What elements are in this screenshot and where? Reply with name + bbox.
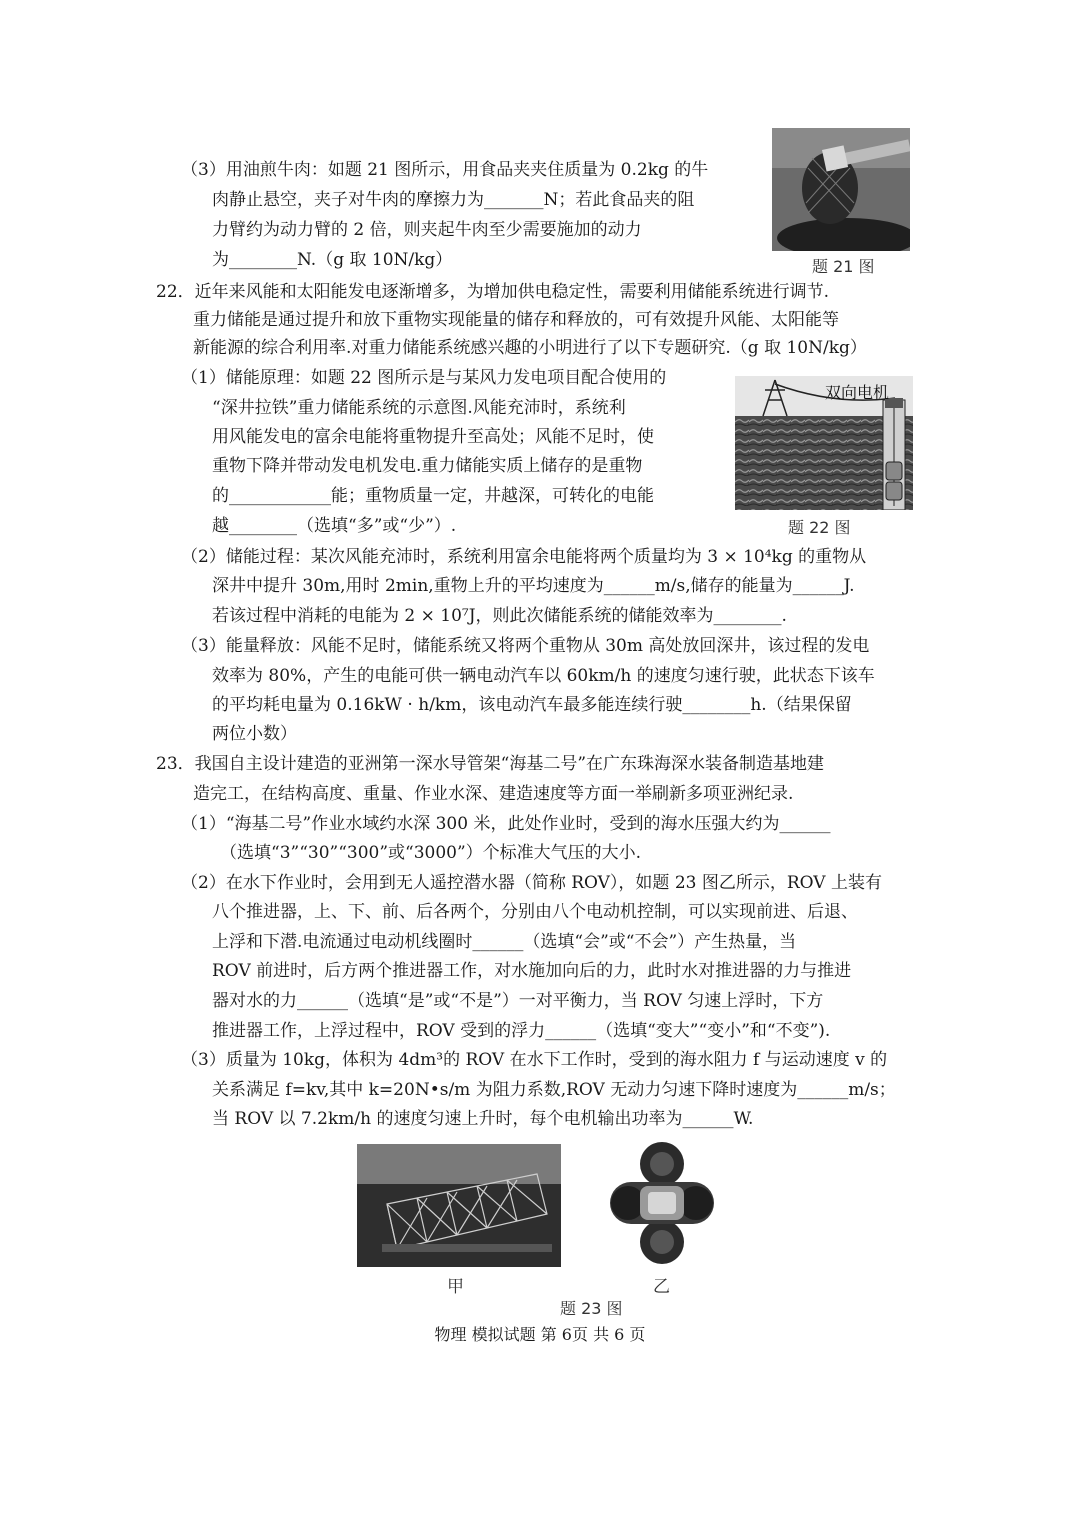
q21-3-line-4: 为________N.（g 取 10N/kg） — [212, 250, 453, 270]
q23-part2-line-6: 推进器工作，上浮过程中，ROV 受到的浮力______（选填“变大”“变小”和“不变”). — [212, 1021, 831, 1041]
label-jia: 甲 — [447, 1277, 464, 1297]
q23-part3-line-1: （3）质量为 10kg，体积为 4dm³的 ROV 在水下工作时，受到的海水阻力 f 与运动速度 v 的 — [181, 1050, 888, 1070]
q21-3-line-1: （3）用油煎牛肉：如题 21 图所示，用食品夹夹住质量为 0.2kg 的牛 — [181, 160, 709, 180]
label-yi: 乙 — [653, 1277, 670, 1297]
q23-part2-line-3: 上浮和下潜.电流通过电动机线圈时______（选填“会”或“不会”）产生热量，当 — [212, 932, 797, 952]
q22-intro-line-1: 22．近年来风能和太阳能发电逐渐增多，为增加供电稳定性，需要利用储能系统进行调节. — [156, 282, 830, 302]
q22-intro-line-2: 重力储能是通过提升和放下重物实现能量的储存和释放的，可有效提升风能、太阳能等 — [193, 310, 839, 330]
q23-part3-line-3: 当 ROV 以 7.2km/h 的速度匀速上升时，每个电机输出功率为______W. — [212, 1109, 754, 1129]
rov-photo — [600, 1138, 724, 1266]
page-footer: 物理 模拟试题 第 6页 共 6 页 — [434, 1325, 646, 1344]
q21-3-line-3: 力臂约为动力臂的 2 倍，则夹起牛肉至少需要施加的动力 — [212, 220, 642, 240]
q22-part1-line-1: （1）储能原理：如题 22 图所示是与某风力发电项目配合使用的 — [181, 368, 667, 388]
q22-part3-line-4: 两位小数） — [212, 724, 297, 744]
q22-part1-line-3: 用风能发电的富余电能将重物提升至高处；风能不足时，使 — [212, 427, 654, 447]
q22-part3-line-2: 效率为 80%，产生的电能可供一辆电动汽车以 60km/h 的速度匀速行驶，此状态下该车 — [212, 666, 875, 686]
q23-part2-line-1: （2）在水下作业时，会用到无人遥控潜水器（简称 ROV），如题 23 图乙所示，ROV 上装有 — [181, 873, 882, 893]
q22-part1-line-6: 越________（选填“多”或“少”）. — [212, 516, 457, 536]
q22-part1-line-5: 的____________能；重物质量一定，井越深，可转化的电能 — [212, 486, 654, 506]
beef-tongs-photo — [772, 128, 910, 251]
q22-part3-line-1: （3）能量释放：风能不足时，储能系统又将两个重物从 30m 高处放回深井，该过程的发电 — [181, 636, 870, 656]
q23-part2-line-4: ROV 前进时，后方两个推进器工作，对水施加向后的力，此时水对推进器的力与推进 — [212, 961, 852, 981]
q23-part1-line-1: （1）“海基二号”作业水域约水深 300 米，此处作业时，受到的海水压强大约为______ — [181, 814, 831, 834]
q22-part3-line-3: 的平均耗电量为 0.16kW · h/km，该电动汽车最多能连续行驶________h.（结果保留 — [212, 695, 852, 715]
jacket-structure-photo — [357, 1144, 561, 1267]
q22-intro-line-3: 新能源的综合利用率.对重力储能系统感兴趣的小明进行了以下专题研究.（g 取 10N/kg） — [193, 338, 867, 358]
q23-part1-line-2: （选填“3”“30”“300”或“3000”）个标准大气压的大小. — [220, 843, 642, 863]
q22-part1-line-2: “深井拉铁”重力储能系统的示意图.风能充沛时，系统利 — [212, 398, 626, 418]
q23-part2-line-2: 八个推进器，上、下、前、后各两个，分别由八个电动机控制，可以实现前进、后退、 — [212, 902, 858, 922]
q22-part2-line-3: 若该过程中消耗的电能为 2 × 10⁷J，则此次储能系统的储能效率为________. — [212, 606, 787, 626]
q22-part1-line-4: 重物下降并带动发电机发电.重力储能实质上储存的是重物 — [212, 456, 643, 476]
q22-part2-line-1: （2）储能过程：某次风能充沛时，系统利用富余电能将两个质量均为 3 × 10⁴kg 的重物从 — [181, 547, 867, 567]
q23-intro-line-2: 造完工，在结构高度、重量、作业水深、建造速度等方面一举刷新多项亚洲纪录. — [193, 784, 794, 804]
q23-intro-line-1: 23．我国自主设计建造的亚洲第一深水导管架“海基二号”在广东珠海深水装备制造基地建 — [156, 754, 825, 774]
q21-3-line-2: 肉静止悬空，夹子对牛肉的摩擦力为_______N；若此食品夹的阻 — [212, 190, 695, 210]
figure-22-caption: 题 22 图 — [788, 518, 851, 537]
q23-part3-line-2: 关系满足 f=kv,其中 k=20N•s/m 为阻力系数,ROV 无动力匀速下降时速度为______m/s； — [212, 1080, 896, 1100]
figure-21-caption: 题 21 图 — [812, 257, 875, 276]
bidirectional-motor-label: 双向电机 — [825, 383, 890, 402]
q23-part2-line-5: 器对水的力______（选填“是”或“不是”）一对平衡力，当 ROV 匀速上浮时，下方 — [212, 991, 824, 1011]
gravity-storage-diagram — [735, 376, 913, 510]
q22-part2-line-2: 深井中提升 30m,用时 2min,重物上升的平均速度为______m/s,储存的能量为______J. — [212, 576, 855, 596]
figure-23-caption: 题 23 图 — [560, 1299, 623, 1318]
